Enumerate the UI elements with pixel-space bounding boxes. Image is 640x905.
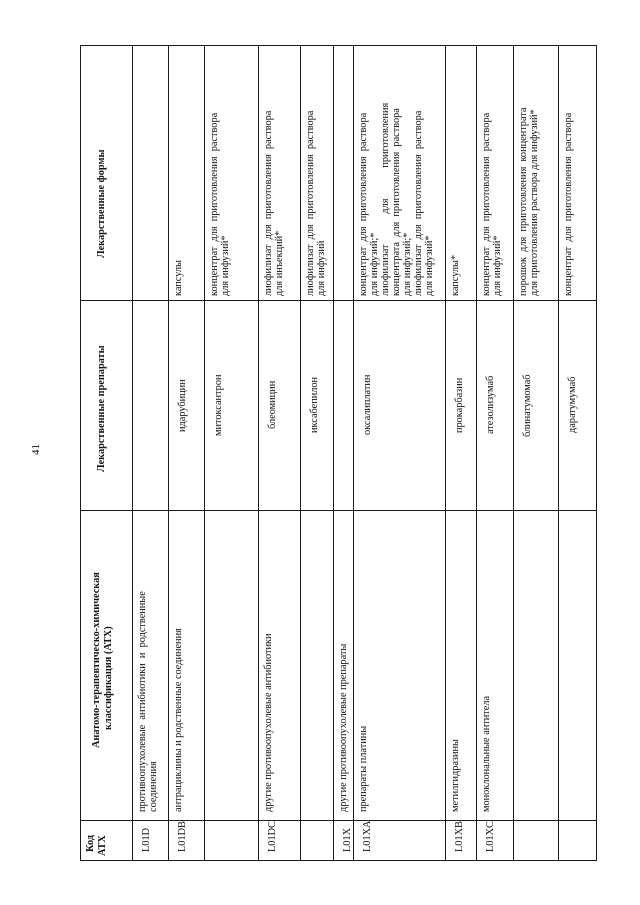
table-border-top	[80, 45, 596, 46]
row-divider	[300, 45, 301, 860]
row-divider	[513, 45, 514, 860]
row-forms: концентрата для приготовления раствора	[391, 108, 402, 296]
table-border-right	[596, 45, 597, 861]
row-forms: для инфузий*	[424, 235, 435, 296]
header-class: Анатомо-терапевтическо-химическая	[91, 572, 102, 748]
row-drug: блинатумомаб	[522, 373, 533, 437]
row-class: другие противоопухолевые препараты	[338, 643, 349, 812]
header-code: Код	[85, 834, 96, 852]
row-code: L01X	[342, 827, 353, 852]
row-divider	[258, 45, 259, 860]
row-divider	[476, 45, 477, 860]
row-divider	[445, 45, 446, 860]
row-drug: иксабепилон	[309, 376, 320, 433]
row-drug: блеомицин	[267, 380, 278, 429]
row-code: L01D	[141, 827, 152, 852]
row-divider	[204, 45, 205, 860]
row-class: антрациклины и родственные соединения	[173, 628, 184, 812]
row-forms: лиофилизат для приготовления раствора	[263, 110, 274, 296]
row-divider	[558, 45, 559, 860]
row-forms: концентрат для приготовления раствора	[358, 112, 369, 296]
header-drugs: Лекарственные препараты	[96, 345, 107, 472]
page-number: 41	[30, 444, 42, 455]
row-divider	[333, 45, 334, 860]
row-divider	[168, 45, 169, 860]
table-border-left	[80, 45, 81, 860]
row-drug: даратумумаб	[567, 376, 578, 433]
row-forms: капсулы	[173, 260, 184, 296]
row-forms: для инъекций*	[274, 230, 285, 296]
row-forms: капсулы*	[450, 254, 461, 296]
row-drug: атезолизумаб	[485, 375, 496, 434]
header-forms: Лекарственные формы	[96, 149, 107, 258]
header-class: классификация (АТХ)	[103, 626, 114, 730]
row-drug: митоксантрон	[213, 374, 224, 436]
row-code: L01XC	[485, 821, 496, 852]
row-class: противоопухолевые антибиотики и родственные	[137, 591, 148, 812]
row-forms: лиофилизат для приготовления раствора	[413, 110, 424, 296]
row-forms: концентрат для приготовления раствора	[481, 112, 492, 296]
row-drug: прокарбазин	[454, 377, 465, 433]
row-forms: для инфузий	[316, 240, 327, 296]
row-forms: концентрат для приготовления раствора	[209, 112, 220, 296]
column-divider-drugs	[80, 300, 596, 301]
row-forms: для инфузий;*	[369, 232, 380, 296]
column-divider-class	[80, 510, 596, 511]
row-forms: для инфузий*	[492, 235, 503, 296]
row-forms: для инфузий*	[220, 235, 231, 296]
row-forms: лиофилизат для приготовления раствора	[305, 110, 316, 296]
row-drug: идарубицин	[177, 378, 188, 432]
row-code: L01DB	[177, 821, 188, 852]
row-forms: для приготовления раствора для инфузий*	[529, 109, 540, 296]
row-code: L01XB	[454, 821, 465, 852]
row-class: соединения	[148, 761, 159, 812]
header-code: АТХ	[97, 835, 108, 856]
row-forms: порошок для приготовления концентрата	[518, 107, 529, 296]
row-code: L01DC	[267, 821, 278, 852]
row-divider	[132, 45, 133, 860]
table-border-bottom	[80, 860, 596, 861]
row-class: метилгидразины	[450, 739, 461, 812]
row-class: препараты платины	[358, 725, 369, 812]
row-class: моноклональные антитела	[481, 695, 492, 812]
row-drug: оксалиплатин	[362, 374, 373, 435]
row-divider	[353, 45, 354, 860]
row-forms: для инфузий;*	[402, 232, 413, 296]
row-code: L01XA	[362, 820, 373, 852]
row-forms: лиофилизат для приготовления	[380, 102, 391, 296]
column-divider-code	[80, 820, 596, 821]
row-forms: концентрат для приготовления раствора	[563, 112, 574, 296]
row-class: другие противоопухолевые антибиотики	[263, 633, 274, 812]
